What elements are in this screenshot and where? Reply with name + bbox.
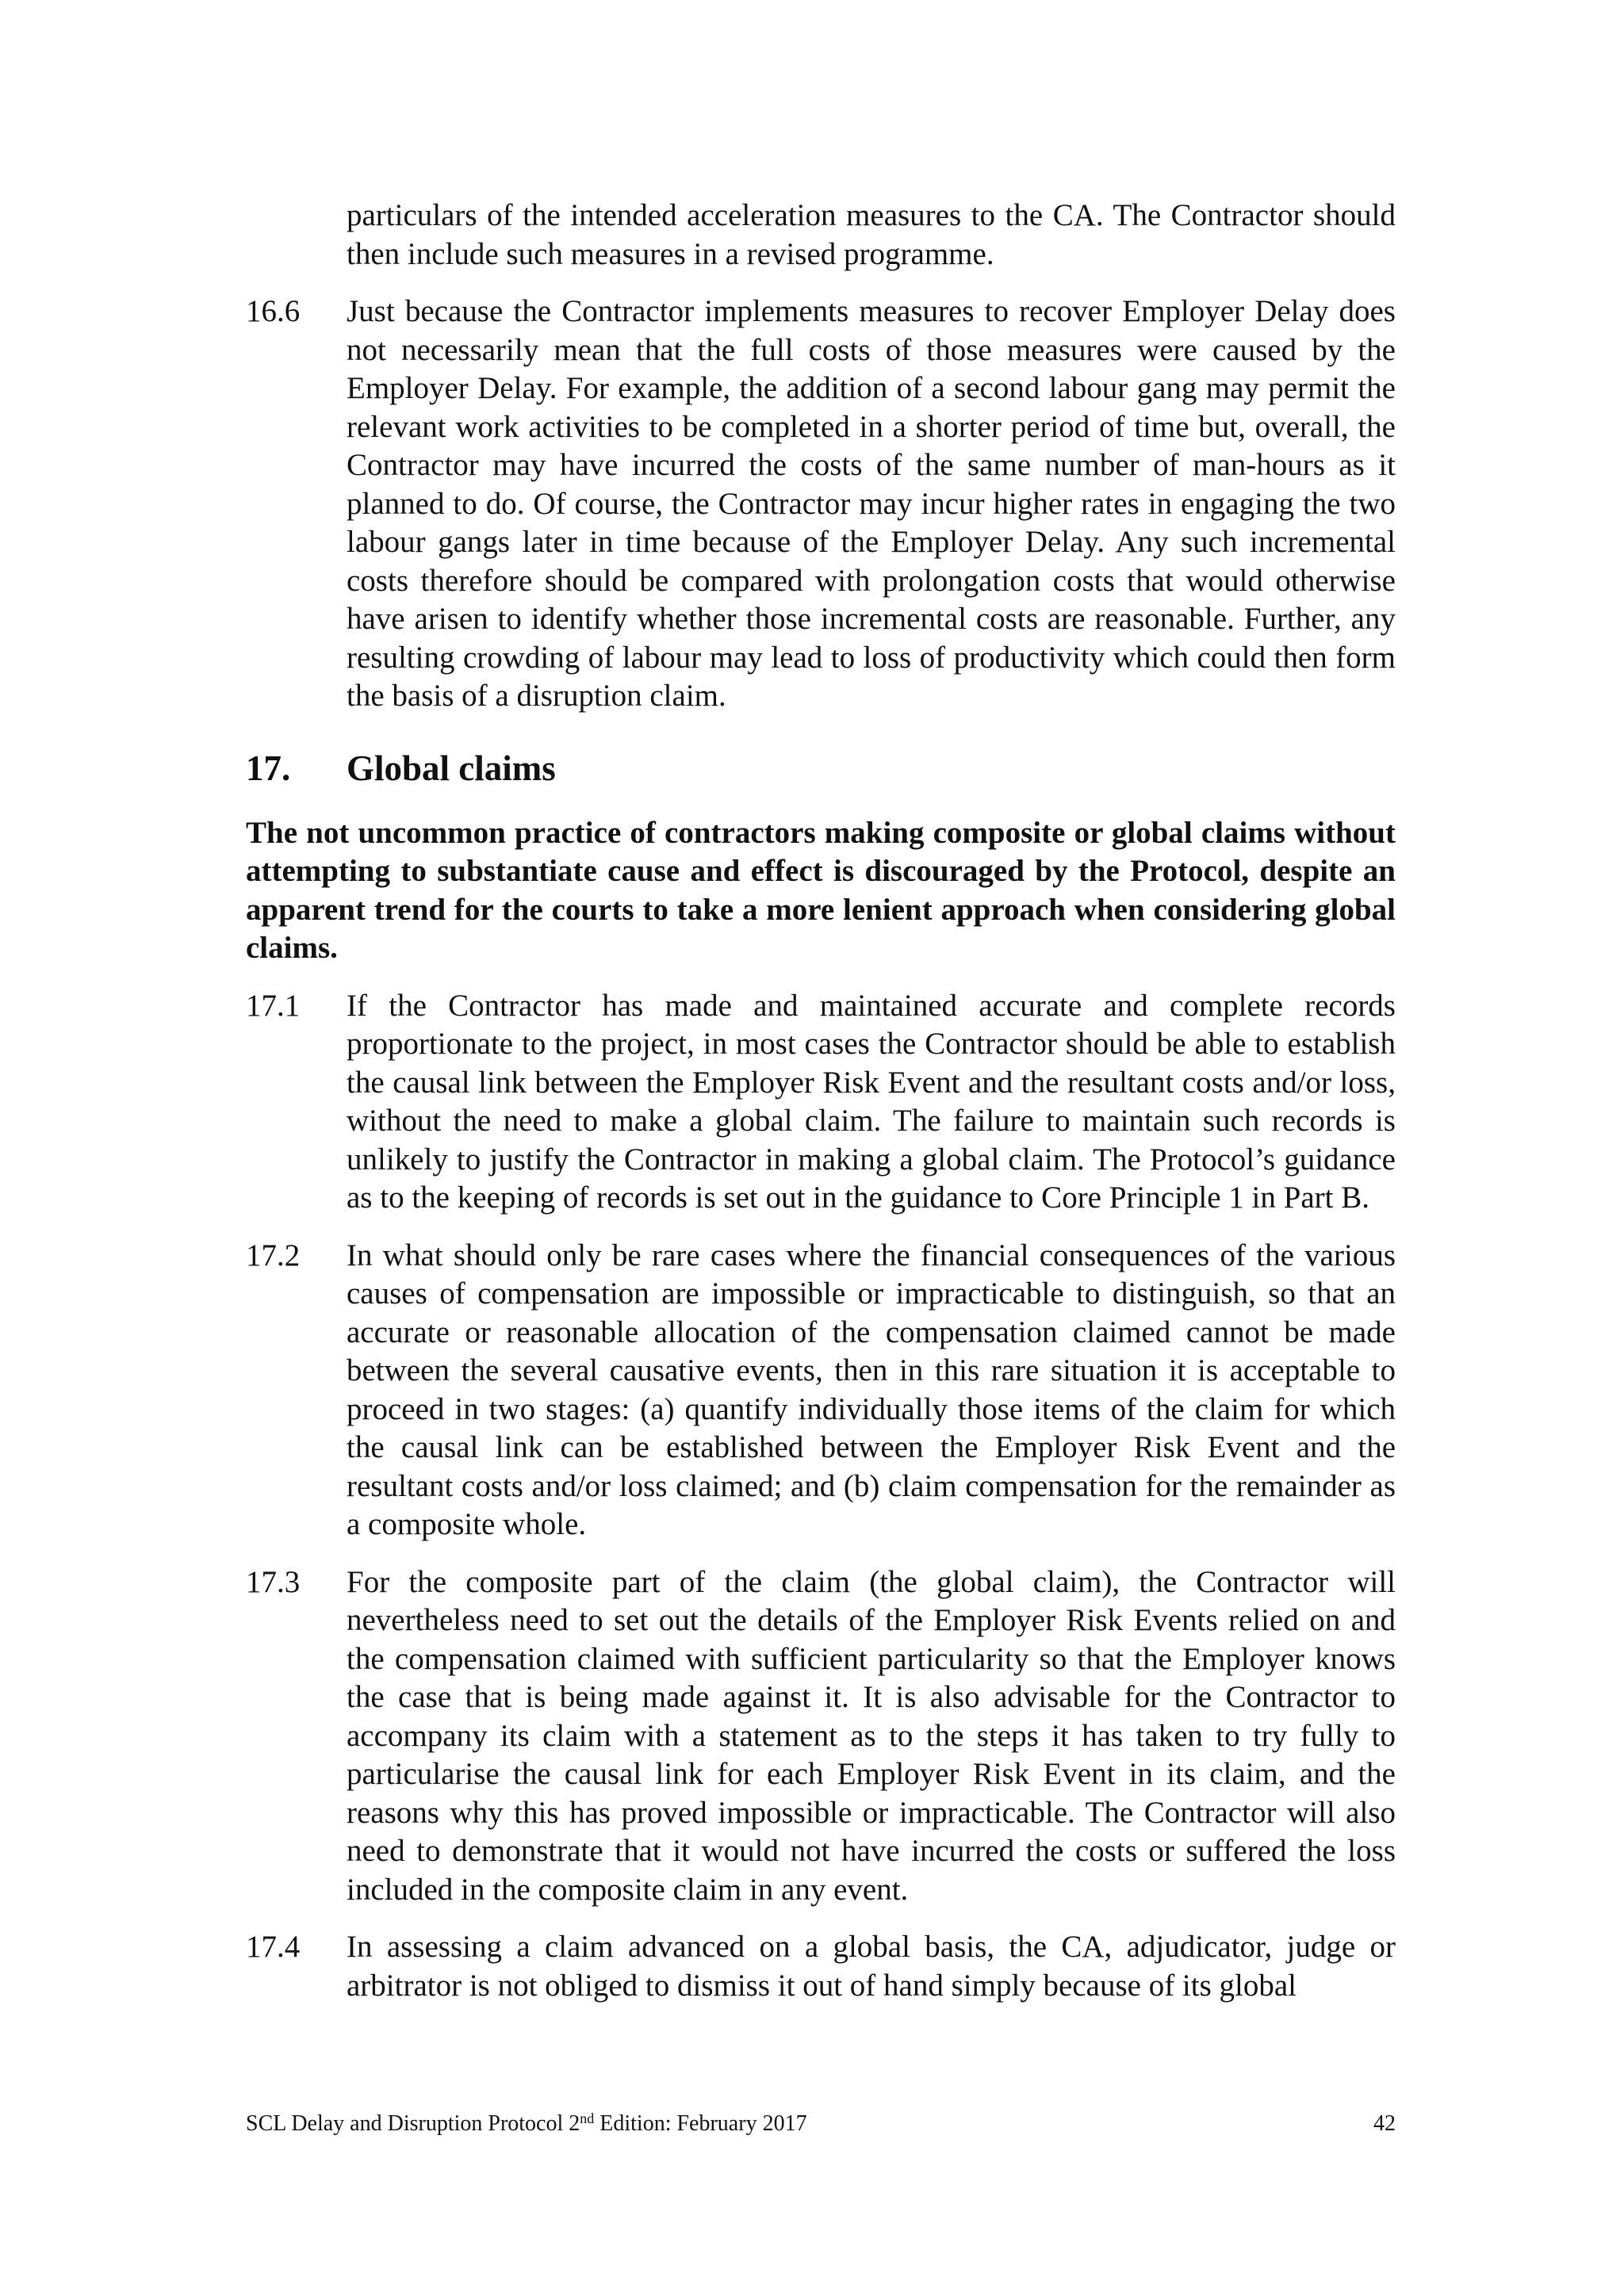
paragraph-number: 17.4 (246, 1930, 301, 1964)
paragraph-17-2 (246, 1237, 1396, 1544)
footer-title-prefix: SCL Delay and Disruption Protocol 2 (246, 2111, 580, 2136)
section-title: Global claims (347, 748, 556, 788)
footer-title-superscript: nd (580, 2110, 595, 2126)
paragraph-text: Just because the Contractor implements measures to recover Employer Delay does not necessarily mean that the full costs of those measures were caused by the Employer Delay. For example, the addition of a second labour gang may permit the relevant work activities to be completed in a shorter period of time but, overall, the Contractor may have incurred the costs of the same number of man-hours as it planned to do. Of course, the Contractor may incur higher rates in engaging the two labour gangs later in time because of the Employer Delay. Any such incremental costs therefore should be compared with prolongation costs that would otherwise have arisen to identify whether those incremental costs are reasonable. Further, any resulting crowding of labour may lead to loss of productivity which could then form the basis of a disruption claim. (347, 294, 1396, 713)
paragraph-text: For the composite part of the claim (the global claim), the Contractor will nevertheless need to set out the details of the Employer Risk Events relied on and the compensation claimed with sufficient particularity so that the Employer knows the case that is being made against it. It is also advisable for the Contractor to accompany its claim with a statement as to the steps it has taken to try fully to particularise the causal link for each Employer Risk Event in its claim, and the reasons why this has proved impossible or impracticable. The Contractor will also need to demonstrate that it would not have incurred the costs or suffered the loss included in the composite claim in any event. (347, 1564, 1396, 1907)
continuation-paragraph: particulars of the intended acceleration measures to the CA. The Contractor should then include such measures in a revised programme. (347, 198, 1396, 271)
section-intro: The not uncommon practice of contractors making composite or global claims without attempting to substantiate cause and effect is discouraged by the Protocol, despite an apparent trend for the courts to take a more lenient approach when considering global claims. (246, 815, 1396, 965)
paragraph-number: 17.3 (246, 1564, 301, 1599)
page-content (246, 197, 1396, 2005)
footer-title-suffix: Edition: February 2017 (594, 2111, 807, 2136)
section-number: 17. (246, 748, 291, 788)
paragraph-16-6 (246, 293, 1396, 716)
paragraph-text: In what should only be rare cases where the financial consequences of the various causes of compensation are impossible or impracticable to distinguish, so that an accurate or reasonable allocation of the compensation claimed cannot be made between the several causative events, then in this rare situation it is acceptable to proceed in two stages: (a) quantify individually those items of the claim for which the causal link can be established between the Employer Risk Event and the resultant costs and/or loss claimed; and (b) claim compensation for the remainder as a composite whole. (347, 1238, 1396, 1541)
paragraph-number: 17.2 (246, 1238, 301, 1272)
page-number: 42 (1373, 2111, 1396, 2136)
paragraph-17-1 (246, 987, 1396, 1218)
paragraph-17-4 (246, 1928, 1396, 2005)
paragraph-number: 16.6 (246, 294, 301, 328)
section-heading (246, 746, 1396, 790)
footer-title (246, 2110, 807, 2137)
paragraph-text: In assessing a claim advanced on a global basis, the CA, adjudicator, judge or arbitrator is not obliged to dismiss it out of hand simply because of its global (347, 1930, 1396, 2003)
paragraph-number: 17.1 (246, 988, 301, 1023)
paragraph-17-3 (246, 1563, 1396, 1910)
page-footer (246, 2110, 1396, 2137)
paragraph-text: If the Contractor has made and maintained accurate and complete records proportionate to the project, in most cases the Contractor should be able to establish the causal link between the Employer Risk Event and the resultant costs and/or loss, without the need to make a global claim. The failure to maintain such records is unlikely to justify the Contractor in making a global claim. The Protocol’s guidance as to the keeping of records is set out in the guidance to Core Principle 1 in Part B. (347, 988, 1396, 1215)
